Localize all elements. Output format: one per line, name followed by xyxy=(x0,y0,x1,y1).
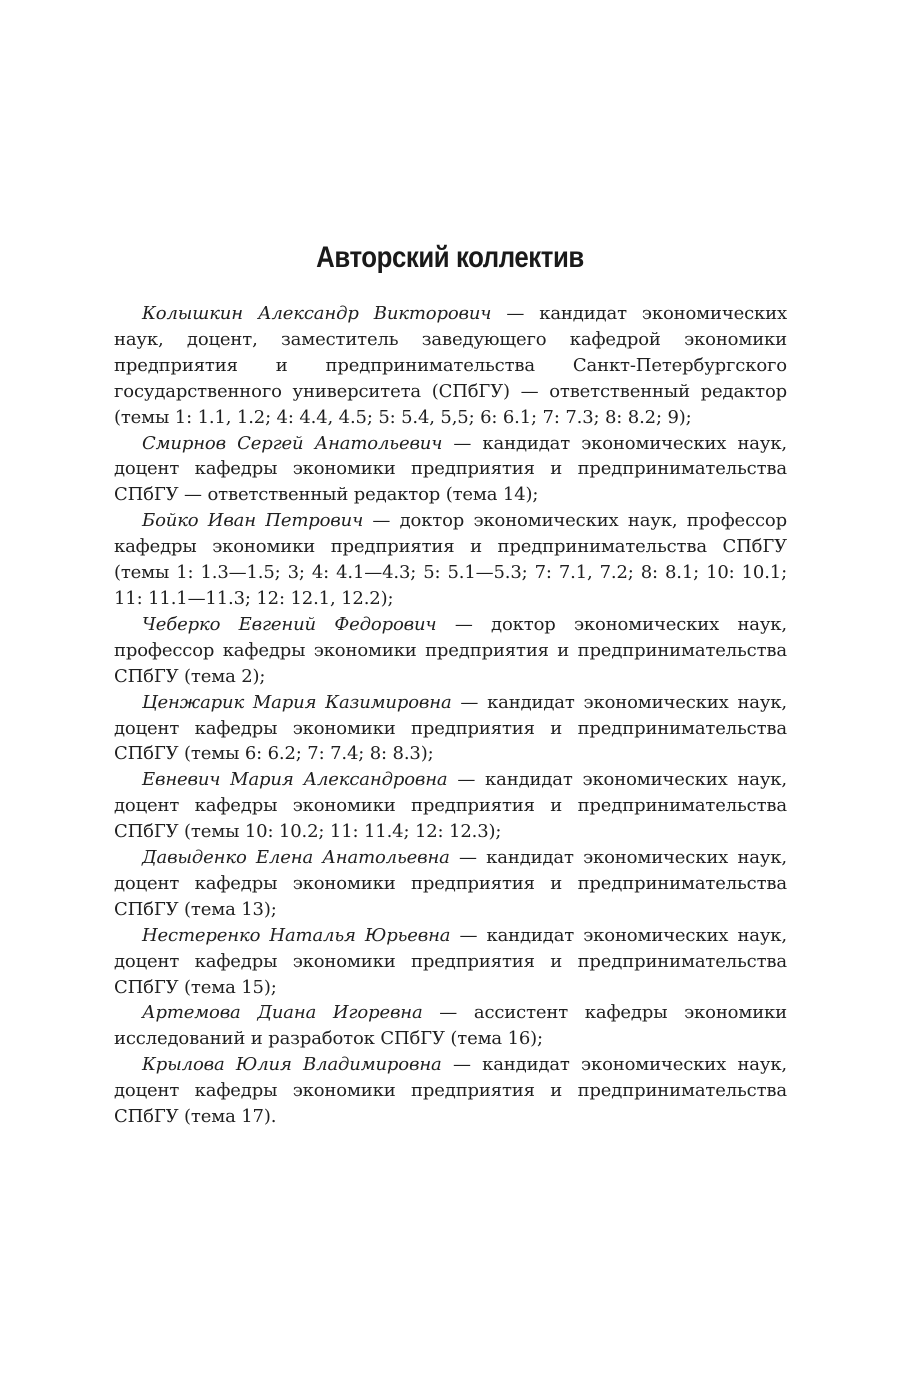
author-name: Смирнов Сергей Анатольевич xyxy=(142,432,443,454)
author-description: — кандидат экономических наук, доцент кафедры экономики предприятия и предпринимательства СПбГУ — ответственный редактор (тема 14); xyxy=(114,432,787,506)
author-description: — кандидат экономических наук, доцент, заместитель заведующего кафедрой экономики предприятия и предпринимательства Санкт-Петербургского государственного университета (СПбГУ) — ответственный редактор (темы 1: 1.1, 1.2; 4: 4.4, 4.5; 5: 5.4, 5,5; 6: 6.1; 7: 7.3; 8: 8.2; 9); xyxy=(114,303,787,428)
author-name: Давыденко Елена Анатольевна xyxy=(142,847,450,869)
author-description: — кандидат экономических наук, доцент кафедры экономики предприятия и предпринимательства СПбГУ (темы 10: 10.2; 11: 11.4; 12: 12.3); xyxy=(114,769,787,843)
author-entry xyxy=(114,767,787,845)
author-name: Крылова Юлия Владимировна xyxy=(142,1054,442,1076)
author-description: — кандидат экономических наук, доцент кафедры экономики предприятия и предпринимательства СПбГУ (темы 6: 6.2; 7: 7.4; 8: 8.3); xyxy=(114,691,787,765)
author-entry xyxy=(114,1052,787,1130)
page-title: Авторский коллектив xyxy=(316,241,584,275)
author-description: — кандидат экономических наук, доцент кафедры экономики предприятия и предпринимательства СПбГУ (тема 17). xyxy=(114,1054,787,1128)
author-description: — кандидат экономических наук, доцент кафедры экономики предприятия и предпринимательства СПбГУ (тема 13); xyxy=(114,847,787,920)
author-entry xyxy=(114,431,787,509)
author-entry xyxy=(114,508,787,612)
author-name: Чеберко Евгений Федорович xyxy=(142,613,437,635)
author-entry xyxy=(114,1000,787,1052)
author-name: Нестеренко Наталья Юрьевна xyxy=(142,924,451,946)
author-description: — кандидат экономических наук, доцент кафедры экономики предприятия и предпринимательства СПбГУ (тема 15); xyxy=(114,924,787,998)
author-description: — ассистент кафедры экономики исследований и разработок СПбГУ (тема 16); xyxy=(114,1002,787,1050)
author-name: Артемова Диана Игоревна xyxy=(142,1002,423,1024)
author-name: Ценжарик Мария Казимировна xyxy=(142,691,452,713)
author-name: Евневич Мария Александровна xyxy=(142,769,448,791)
author-entry xyxy=(114,612,787,690)
author-name: Колышкин Александр Викторович xyxy=(142,303,492,324)
author-description: — доктор экономических наук, профессор кафедры экономики предприятия и предпринимательства СПбГУ (тема 2); xyxy=(114,613,787,687)
author-entry xyxy=(114,301,787,431)
author-name: Бойко Иван Петрович xyxy=(142,510,364,532)
author-description: — доктор экономических наук, профессор кафедры экономики предприятия и предпринимательства СПбГУ (темы 1: 1.3—1.5; 3; 4: 4.1—4.3; 5: 5.1—5.3; 7: 7.1, 7.2; 8: 8.1; 10: 10.1; 11: 11.1—11.3; 12: 12.1, 12.2); xyxy=(114,510,787,609)
author-entry xyxy=(114,690,787,768)
authors-list xyxy=(114,301,787,1130)
author-entry xyxy=(114,845,787,923)
author-entry xyxy=(114,923,787,1001)
